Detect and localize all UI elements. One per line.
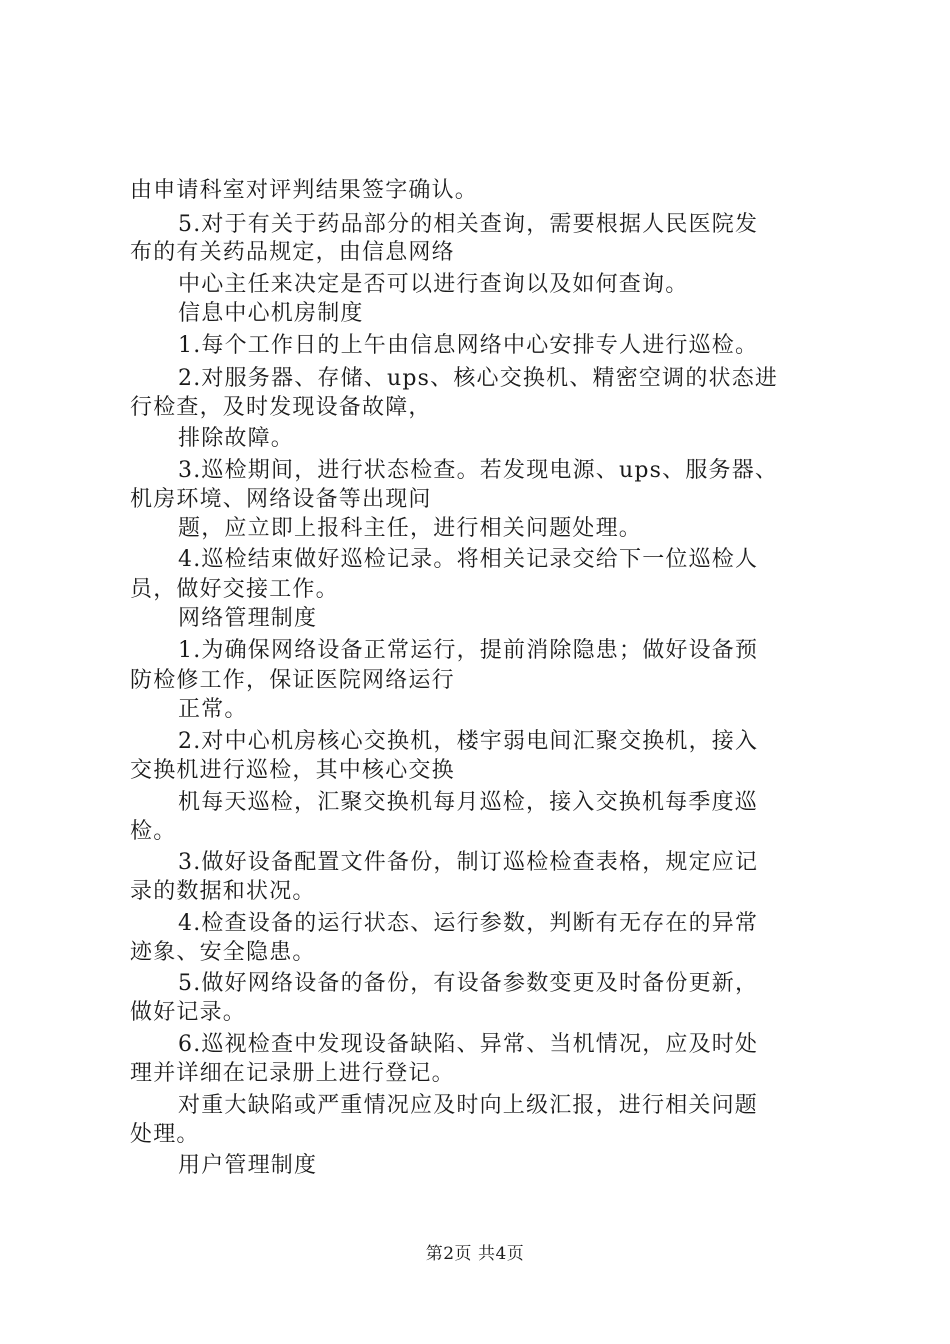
text-line: 处理。 <box>130 1122 200 1147</box>
section-heading: 信息中心机房制度 <box>178 301 364 326</box>
text-line: 正常。 <box>178 697 248 722</box>
text-line: 5.做好网络设备的备份，有设备参数变更及时备份更新， <box>178 971 759 996</box>
text-line: 1.每个工作日的上午由信息网络中心安排专人进行巡检。 <box>178 333 759 358</box>
section-heading: 用户管理制度 <box>178 1153 318 1178</box>
text-line: 布的有关药品规定，由信息网络 <box>130 240 455 265</box>
text-line: 2.对中心机房核心交换机，楼宇弱电间汇聚交换机，接入 <box>178 729 759 754</box>
text-line: 2.对服务器、存储、ups、核心交换机、精密空调的状态进 <box>178 366 779 391</box>
section-heading: 网络管理制度 <box>178 606 318 631</box>
text-line: 录的数据和状况。 <box>130 879 316 904</box>
text-line: 排除故障。 <box>178 426 295 451</box>
page-number-footer: 第2页 共4页 <box>425 1244 525 1264</box>
text-line: 5.对于有关于药品部分的相关查询，需要根据人民医院发 <box>178 212 759 237</box>
text-line: 4.巡检结束做好巡检记录。将相关记录交给下一位巡检人 <box>178 547 759 572</box>
text-line: 迹象、安全隐患。 <box>130 940 316 965</box>
text-line: 做好记录。 <box>130 1000 247 1025</box>
text-line: 对重大缺陷或严重情况应及时向上级汇报，进行相关问题 <box>178 1093 759 1118</box>
text-line: 防检修工作，保证医院网络运行 <box>130 668 455 693</box>
text-line: 1.为确保网络设备正常运行，提前消除隐患；做好设备预 <box>178 638 759 663</box>
text-line: 机每天巡检，汇聚交换机每月巡检，接入交换机每季度巡 <box>178 790 759 815</box>
text-line: 行检查，及时发现设备故障， <box>130 395 432 420</box>
text-line: 中心主任来决定是否可以进行查询以及如何查询。 <box>178 272 689 297</box>
text-line: 3.巡检期间，进行状态检查。若发现电源、ups、服务器、 <box>178 458 779 483</box>
text-line: 题，应立即上报科主任，进行相关问题处理。 <box>178 516 643 541</box>
text-line: 4.检查设备的运行状态、运行参数，判断有无存在的异常 <box>178 911 759 936</box>
text-line: 3.做好设备配置文件备份，制订巡检检查表格，规定应记 <box>178 850 759 875</box>
text-line: 机房环境、网络设备等出现问 <box>130 487 432 512</box>
text-line: 6.巡视检查中发现设备缺陷、异常、当机情况，应及时处 <box>178 1032 759 1057</box>
text-line: 交换机进行巡检，其中核心交换 <box>130 758 455 783</box>
text-line: 员，做好交接工作。 <box>130 577 339 602</box>
text-line: 由申请科室对评判结果签字确认。 <box>130 178 479 203</box>
text-line: 检。 <box>130 819 177 844</box>
text-line: 理并详细在记录册上进行登记。 <box>130 1061 455 1086</box>
